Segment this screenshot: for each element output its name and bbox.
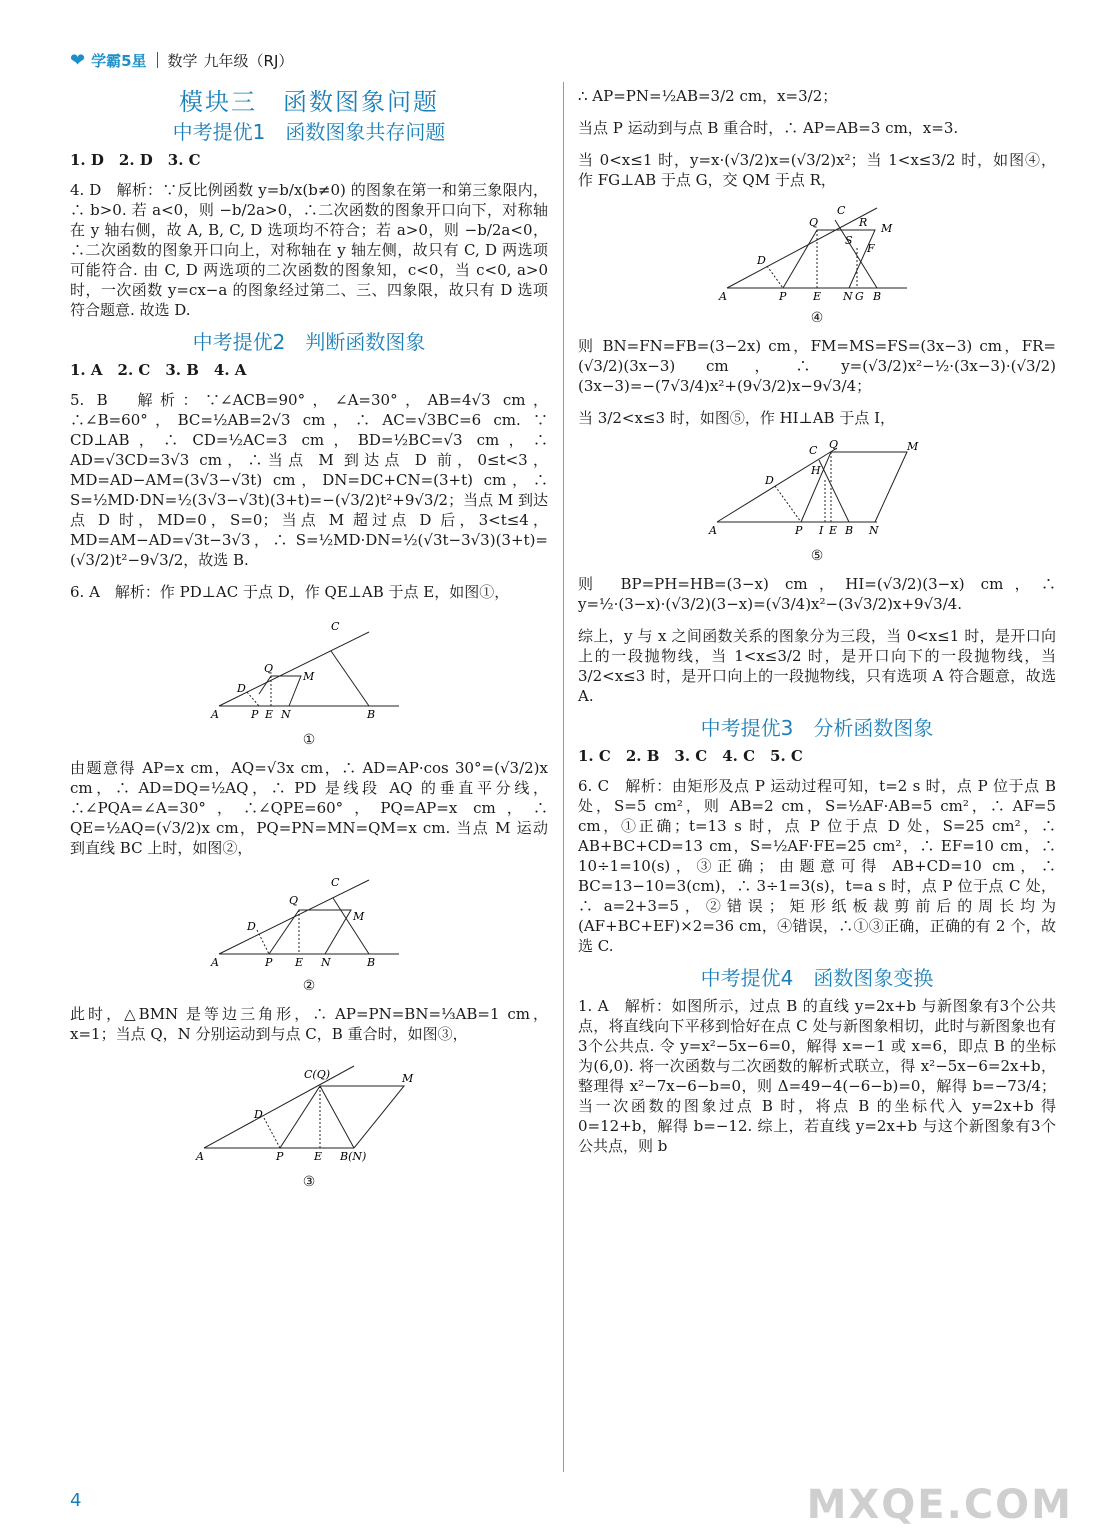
fig5-label-d: D	[765, 474, 774, 487]
column-divider	[563, 82, 564, 1472]
fig2-label-b: B	[367, 956, 376, 969]
fig5-label-n: N	[869, 524, 879, 537]
fig5-label-m: M	[907, 440, 919, 453]
fig1-label-p: P	[251, 708, 259, 721]
fig2-label-p: P	[265, 956, 273, 969]
fig2-label-e: E	[295, 956, 304, 969]
fig5-label-p: P	[795, 524, 803, 537]
figure-1	[209, 614, 409, 724]
fig4-label-b: B	[873, 290, 882, 302]
section-title-4: 中考提优4 函数图象变换	[700, 966, 934, 990]
figure-5	[707, 440, 927, 540]
fig1-label-m: M	[303, 670, 315, 683]
brand-name: 学霸5星	[91, 51, 147, 70]
section-title-3: 中考提优3 分析函数图象	[700, 716, 934, 740]
solution-paragraph: 则 BP=PH=HB=(3−x) cm，HI=(√3/2)(3−x) cm，∴ y=½·(3−x)·(√3/2)(3−x)=(√3/4)x²−(3√3/2)x+9√3/4.	[578, 575, 1056, 613]
figure-4	[717, 202, 917, 302]
fig1-label-e: E	[265, 708, 274, 721]
section-title-2: 中考提优2 判断函数图象	[192, 330, 426, 354]
fig3-label-bn: B(N)	[340, 1150, 367, 1163]
fig3-label-m: M	[402, 1072, 414, 1085]
fig2-label-m: M	[353, 910, 365, 923]
figure-5-caption: ⑤	[810, 548, 824, 564]
figure-3-caption: ③	[302, 1174, 316, 1190]
fig2-label-d: D	[247, 920, 256, 933]
fig5-label-c: C	[809, 444, 818, 457]
figure-2	[209, 870, 409, 970]
answers-1: 1. D 2. D 3. C	[70, 151, 201, 169]
header-divider	[157, 52, 158, 68]
fig4-label-f: F	[867, 242, 875, 255]
fig3-label-cq: C(Q)	[304, 1068, 331, 1081]
solution-paragraph: 6. C 解析：由矩形及点 P 运动过程可知，t=2 s 时，点 P 位于点 B 处，S=5 cm²，则 AB=2 cm，S=½AF·AB=5 cm²，∴ AF=5 cm，①正确；t=13 s 时，点 P 位于点 D 处，S=25 cm²，∴ AB+BC+CD=13 cm，S=½AF·FE=25 cm²，∴ EF=10 cm，∴ 10÷1=10(s)，③正确；由题意可得 AB+CD=10 cm，∴ BC=13−10=3(cm)，∴ 3÷1=3(s)，t=a s 时，点 P 位于点 C 处，∴ a=2+3=5，②错误；矩形纸板裁剪前后的周长均为 (AF+BC+EF)×2=36 cm，④错误，∴①③正确，正确的有 2 个，故选 C.	[578, 777, 1056, 955]
solution-paragraph: 当 3/2<x≤3 时，如图⑤，作 HI⊥AB 于点 I，	[578, 409, 896, 427]
solution-paragraph: 5. B 解析：∵∠ACB=90°，∠A=30°，AB=4√3 cm，∴∠B=60°，BC=½AB=2√3 cm，∴ AC=√3BC=6 cm. ∵ CD⊥AB，∴ CD=½AC=3 cm，BD=½BC=√3 cm，∴ AD=√3CD=3√3 cm，∴当点 M 到达点 D 前，0≤t<3，MD=AD−AM=(3√3−√3t) cm，DN=DC+CN=(3+t) cm，∴ S=½MD·DN=½(3√3−√3t)(3+t)=−(√3/2)t²+9√3/2；当点 M 到达点 D 时，MD=0，S=0；当点 M 超过点 D 后，3<t≤4，MD=AM−AD=√3t−3√3，∴ S=½MD·DN=½(√3t−3√3)(3+t)=(√3/2)t²−9√3/2，故选 B.	[70, 391, 548, 569]
fig1-label-a: A	[211, 708, 219, 721]
fig2-label-n: N	[321, 956, 331, 969]
left-column	[70, 86, 548, 1200]
fig5-label-a: A	[709, 524, 717, 537]
solution-paragraph: 当点 P 运动到与点 B 重合时，∴ AP=AB=3 cm，x=3.	[578, 119, 959, 137]
brand-logo-icon: ❤	[70, 49, 86, 71]
figure-2-caption: ②	[302, 978, 316, 994]
figure-4-caption: ④	[810, 310, 824, 326]
fig4-label-s: S	[845, 234, 853, 247]
fig1-label-b: B	[367, 708, 376, 721]
figure-3	[194, 1056, 424, 1166]
page-header	[70, 46, 293, 74]
fig3-label-a: A	[196, 1150, 204, 1163]
fig4-label-r: R	[859, 216, 868, 229]
right-column	[578, 86, 1056, 1168]
solution-paragraph: 6. A 解析：作 PD⊥AC 于点 D，作 QE⊥AB 于点 E，如图①，	[70, 583, 510, 601]
fig3-label-p: P	[276, 1150, 284, 1163]
fig4-label-g: G	[855, 290, 864, 302]
fig3-label-d: D	[254, 1108, 263, 1121]
fig1-label-n: N	[281, 708, 291, 721]
fig4-label-m: M	[881, 222, 893, 235]
solution-paragraph: ∴ AP=PN=½AB=3/2 cm，x=3/2；	[578, 87, 838, 105]
solution-paragraph: 由题意得 AP=x cm，AQ=√3x cm，∴ AD=AP·cos 30°=(√3/2)x cm，∴ AD=DQ=½AQ，∴ PD 是线段 AQ 的垂直平分线，∴∠PQA=∠A=30°，∴∠QPE=60°，PQ=AP=x cm，∴ QE=½AQ=(√3/2)x cm，PQ=PN=MN=QM=x cm. 当点 M 运动到直线 BC 上时，如图②，	[70, 759, 549, 857]
fig5-label-e: E	[829, 524, 838, 537]
solution-paragraph: 此时，△BMN 是等边三角形，∴ AP=PN=BN=⅓AB=1 cm，x=1；当点 Q，N 分别运动到与点 C，B 重合时，如图③，	[70, 1005, 548, 1043]
watermark: MXQE.COM	[806, 1482, 1073, 1528]
fig4-label-d: D	[757, 254, 766, 267]
fig5-label-h: H	[811, 464, 821, 477]
grade: 九年级（RJ）	[203, 51, 294, 70]
fig5-label-q: Q	[829, 440, 839, 451]
solution-paragraph: 则 BN=FN=FB=(3−2x) cm，FM=MS=FS=(3x−3) cm，FR=(√3/2)(3x−3) cm，∴ y=(√3/2)x²−½·(3x−3)·(√3/2)(3x−3)=−(7√3/4)x²+(9√3/2)x−9√3/4；	[578, 337, 1056, 395]
fig4-label-n: N	[843, 290, 853, 302]
solution-paragraph: 1. A 解析：如图所示，过点 B 的直线 y=2x+b 与新图象有3个公共点，将直线向下平移到恰好在点 C 处与新图象相切，此时与新图象也有3个公共点. 令 y=x²−5x−6=0，解得 x=−1 或 x=6，即点 B 的坐标为(6,0). 将一次函数与二次函数的解析式联立，得 x²−5x−6=2x+b，整理得 x²−7x−6−b=0，则 Δ=49−4(−6−b)=0，解得 b=−73/4；当一次函数的图象过点 B 时，将点 B 的坐标代入 y=2x+b 得 0=12+b，解得 b=−12. 综上，若直线 y=2x+b 与这个新图象有3个公共点，则 b	[578, 997, 1056, 1155]
fig4-label-c: C	[837, 204, 846, 217]
fig4-label-p: P	[779, 290, 787, 302]
fig5-label-b: B	[845, 524, 854, 537]
fig2-label-a: A	[211, 956, 219, 969]
fig4-label-e: E	[813, 290, 822, 302]
answers-2: 1. A 2. C 3. B 4. A	[70, 361, 247, 379]
solution-paragraph: 4. D 解析：∵反比例函数 y=b/x(b≠0) 的图象在第一和第三象限内，∴ b>0. 若 a<0，则 −b/2a>0，∴二次函数的图象开口向下，对称轴在 y 轴右侧，故 A, B, C, D 选项均不符合；若 a>0，则 −b/2a<0，∴二次函数的图象开口向上，对称轴在 y 轴左侧，故只有 C, D 两选项可能符合. 由 C, D 两选项的二次函数的图象知，c<0，当 c<0, a>0 时，一次函数 y=cx−a 的图象经过第二、三、四象限，故只有 D 选项符合题意. 故选 D.	[70, 181, 548, 319]
answers-3: 1. C 2. B 3. C 4. C 5. C	[578, 747, 803, 765]
module-title: 模块三 函数图象问题	[179, 88, 439, 116]
figure-1-caption: ①	[302, 732, 316, 748]
fig1-label-c: C	[331, 620, 340, 633]
fig3-label-e: E	[314, 1150, 323, 1163]
fig1-label-d: D	[237, 682, 246, 695]
solution-paragraph: 综上，y 与 x 之间函数关系的图象分为三段，当 0<x≤1 时，是开口向上的一段抛物线，当 1<x≤3/2 时，是开口向下的一段抛物线，当 3/2<x≤3 时，是开口向上的一段抛物线，只有选项 A 符合题意，故选 A.	[578, 627, 1056, 705]
section-title-1: 中考提优1 函数图象共存问题	[172, 120, 446, 144]
fig4-label-a: A	[719, 290, 727, 302]
fig2-label-q: Q	[289, 894, 299, 907]
solution-paragraph: 当 0<x≤1 时，y=x·(√3/2)x=(√3/2)x²；当 1<x≤3/2 时，如图④，作 FG⊥AB 于点 G，交 QM 于点 R，	[578, 151, 1056, 189]
fig4-label-q: Q	[809, 216, 819, 229]
page-number: 4	[70, 1490, 82, 1511]
fig1-label-q: Q	[264, 662, 274, 675]
fig2-label-c: C	[331, 876, 340, 889]
subject: 数学	[167, 51, 198, 70]
fig5-label-i: I	[819, 524, 824, 537]
